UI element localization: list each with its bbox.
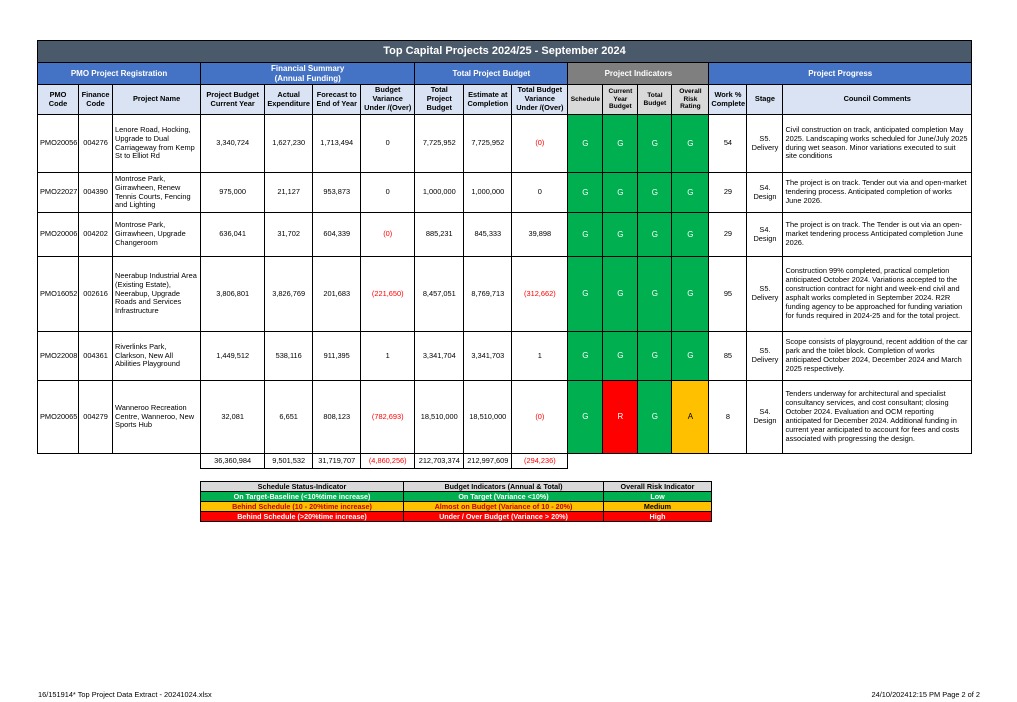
current-year-budget-indicator: G [603, 173, 638, 213]
totals-row [38, 454, 972, 469]
col-header-forecast: Forecast to End of Year [313, 85, 361, 115]
col-header-risk-rating: Overall Risk Rating [672, 85, 709, 115]
forecast: 604,339 [313, 213, 361, 257]
table-row [38, 173, 972, 213]
table-row [38, 257, 972, 332]
total-budget-indicator: G [638, 332, 672, 381]
total-project-budget: 8,457,051 [415, 257, 464, 332]
table-row [38, 332, 972, 381]
current-year-budget-indicator: G [603, 332, 638, 381]
capital-projects-table [37, 40, 972, 469]
risk-rating-indicator: G [672, 115, 709, 173]
council-comment: Tenders underway for architectural and specialist consultancy services, and cost consultant; closing October 2024. Evaluation and OCM reporting anticipated for December 2024. Additional funding in current year anticipated to account for fees and costs associated with progressing the design. [783, 381, 972, 454]
col-header-pmo-code: PMO Code [38, 85, 79, 115]
finance-code: 004202 [79, 213, 113, 257]
stage: S4. Design [747, 381, 783, 454]
stage: S4. Design [747, 213, 783, 257]
finance-code: 004276 [79, 115, 113, 173]
group-registration: PMO Project Registration [38, 63, 201, 85]
budget-current-year: 3,806,801 [201, 257, 265, 332]
schedule-indicator: G [568, 257, 603, 332]
legend-header-risk: Overall Risk Indicator [604, 482, 712, 492]
actual-expenditure: 1,627,230 [265, 115, 313, 173]
legend-risk-low: Low [604, 492, 712, 502]
actual-expenditure: 538,116 [265, 332, 313, 381]
total-budget-variance: (0) [512, 115, 568, 173]
estimate-at-completion: 3,341,703 [464, 332, 512, 381]
legend-schedule-behind-20: Behind Schedule (>20%time increase) [201, 512, 404, 522]
col-header-total-budget: Total Project Budget [415, 85, 464, 115]
estimate-at-completion: 845,333 [464, 213, 512, 257]
project-name: Wanneroo Recreation Centre, Wanneroo, New Sports Hub [113, 381, 201, 454]
estimate-at-completion: 8,769,713 [464, 257, 512, 332]
indicator-legend [200, 481, 712, 522]
estimate-at-completion: 7,725,952 [464, 115, 512, 173]
total-budget-variance: (0) [512, 381, 568, 454]
total-budget-indicator: G [638, 115, 672, 173]
finance-code: 004361 [79, 332, 113, 381]
legend-budget-on-target: On Target (Variance <10%) [404, 492, 604, 502]
stage: S5. Delivery [747, 115, 783, 173]
legend-budget-almost: Almost on Budget (Variance of 10 - 20%) [404, 502, 604, 512]
total-project-budget: 3,341,704 [415, 332, 464, 381]
work-complete: 29 [709, 173, 747, 213]
col-header-council-comments: Council Comments [783, 85, 972, 115]
actual-expenditure: 3,826,769 [265, 257, 313, 332]
report-title: Top Capital Projects 2024/25 - September 2024 [38, 41, 972, 63]
forecast: 1,713,494 [313, 115, 361, 173]
council-comment: The project is on track. Tender out via and open-market tendering process. Anticipated completion of works June 2026. [783, 173, 972, 213]
col-header-budget-current-year: Project Budget Current Year [201, 85, 265, 115]
actual-expenditure: 31,702 [265, 213, 313, 257]
finance-code: 004390 [79, 173, 113, 213]
pmo-code: PMO22008 [38, 332, 79, 381]
pmo-code: PMO20006 [38, 213, 79, 257]
council-comment: Construction 99% completed, practical completion anticipated October 2024. Variations accepted to the construction contract for night and week-end civil and asphalt works completed in September 2024. R2R funding agency to be approached for funding variation for funds required in 2024-25 and for the total project. [783, 257, 972, 332]
group-total-budget: Total Project Budget [415, 63, 568, 85]
col-header-actual-expenditure: Actual Expenditure [265, 85, 313, 115]
budget-variance: 1 [361, 332, 415, 381]
work-complete: 95 [709, 257, 747, 332]
forecast: 808,123 [313, 381, 361, 454]
risk-rating-indicator: G [672, 213, 709, 257]
col-header-current-year-budget: Current Year Budget [603, 85, 638, 115]
budget-variance: (221,650) [361, 257, 415, 332]
total-budget-variance-overall: (294,236) [512, 454, 568, 469]
current-year-budget-indicator: R [603, 381, 638, 454]
work-complete: 8 [709, 381, 747, 454]
schedule-indicator: G [568, 115, 603, 173]
risk-rating-indicator: G [672, 257, 709, 332]
total-forecast: 31,719,707 [313, 454, 361, 469]
actual-expenditure: 21,127 [265, 173, 313, 213]
total-budget-indicator: G [638, 173, 672, 213]
col-header-estimate: Estimate at Completion [464, 85, 512, 115]
finance-code: 004279 [79, 381, 113, 454]
col-header-budget-variance: Budget Variance Under /(Over) [361, 85, 415, 115]
stage: S4. Design [747, 173, 783, 213]
project-name: Lenore Road, Hocking, Upgrade to Dual Carriageway from Kemp St to Elliot Rd [113, 115, 201, 173]
pmo-code: PMO20065 [38, 381, 79, 454]
actual-expenditure: 6,651 [265, 381, 313, 454]
work-complete: 29 [709, 213, 747, 257]
table-row [38, 115, 972, 173]
council-comment: The project is on track. The Tender is out via an open-market tendering process Anticipated completion June 2026. [783, 213, 972, 257]
project-name: Neerabup Industrial Area (Existing Estate), Neerabup, Upgrade Roads and Services Infrastructure [113, 257, 201, 332]
total-project-budget: 1,000,000 [415, 173, 464, 213]
total-budget-indicator: G [638, 213, 672, 257]
group-project-indicators: Project Indicators [568, 63, 709, 85]
group-financial-summary: Financial Summary (Annual Funding) [201, 63, 415, 85]
estimate-at-completion: 18,510,000 [464, 381, 512, 454]
col-header-project-name: Project Name [113, 85, 201, 115]
schedule-indicator: G [568, 381, 603, 454]
legend-schedule-behind-10-20: Behind Schedule (10 - 20%time increase) [201, 502, 404, 512]
total-budget-variance: (4,860,256) [361, 454, 415, 469]
stage: S5. Delivery [747, 257, 783, 332]
current-year-budget-indicator: G [603, 115, 638, 173]
legend-schedule-on-target: On Target-Baseline (<10%time increase) [201, 492, 404, 502]
total-budget-variance: 1 [512, 332, 568, 381]
budget-variance: (782,693) [361, 381, 415, 454]
table-row [38, 381, 972, 454]
schedule-indicator: G [568, 213, 603, 257]
forecast: 911,395 [313, 332, 361, 381]
stage: S5. Delivery [747, 332, 783, 381]
total-budget-variance: 39,898 [512, 213, 568, 257]
project-name: Riverlinks Park, Clarkson, New All Abilities Playground [113, 332, 201, 381]
finance-code: 002616 [79, 257, 113, 332]
total-estimate: 212,997,609 [464, 454, 512, 469]
legend-header-schedule: Schedule Status-Indicator [201, 482, 404, 492]
col-header-total-variance: Total Budget Variance Under /(Over) [512, 85, 568, 115]
project-name: Montrose Park, Girrawheen, Upgrade Changeroom [113, 213, 201, 257]
schedule-indicator: G [568, 173, 603, 213]
legend-budget-over: Under / Over Budget (Variance > 20%) [404, 512, 604, 522]
risk-rating-indicator: G [672, 173, 709, 213]
budget-current-year: 32,081 [201, 381, 265, 454]
total-project-budget: 885,231 [415, 213, 464, 257]
total-project-budget: 7,725,952 [415, 115, 464, 173]
total-budget-current-year: 36,360,984 [201, 454, 265, 469]
risk-rating-indicator: A [672, 381, 709, 454]
estimate-at-completion: 1,000,000 [464, 173, 512, 213]
legend-header-budget: Budget Indicators (Annual & Total) [404, 482, 604, 492]
table-row [38, 213, 972, 257]
total-budget-indicator: G [638, 257, 672, 332]
budget-current-year: 636,041 [201, 213, 265, 257]
budget-variance: (0) [361, 213, 415, 257]
forecast: 953,873 [313, 173, 361, 213]
council-comment: Civil construction on track, anticipated completion May 2025. Landscaping works scheduled for June/July 2025 during wet season. Minor variations executed to suit site conditions [783, 115, 972, 173]
council-comment: Scope consists of playground, recent addition of the car park and the toilet block. Completion of works anticipated October 2024, December 2024 and March 2025 respectively. [783, 332, 972, 381]
col-header-work-complete: Work % Complete [709, 85, 747, 115]
total-budget-variance: 0 [512, 173, 568, 213]
total-budget-variance: (312,662) [512, 257, 568, 332]
current-year-budget-indicator: G [603, 213, 638, 257]
work-complete: 85 [709, 332, 747, 381]
col-header-finance-code: Finance Code [79, 85, 113, 115]
pmo-code: PMO22027 [38, 173, 79, 213]
pmo-code: PMO20056 [38, 115, 79, 173]
total-project-budget: 212,703,374 [415, 454, 464, 469]
total-budget-indicator: G [638, 381, 672, 454]
budget-current-year: 3,340,724 [201, 115, 265, 173]
risk-rating-indicator: G [672, 332, 709, 381]
total-project-budget: 18,510,000 [415, 381, 464, 454]
schedule-indicator: G [568, 332, 603, 381]
budget-current-year: 975,000 [201, 173, 265, 213]
budget-variance: 0 [361, 115, 415, 173]
current-year-budget-indicator: G [603, 257, 638, 332]
total-actual-expenditure: 9,501,532 [265, 454, 313, 469]
forecast: 201,683 [313, 257, 361, 332]
legend-risk-medium: Medium [604, 502, 712, 512]
pmo-code: PMO16052 [38, 257, 79, 332]
col-header-stage: Stage [747, 85, 783, 115]
group-project-progress: Project Progress [709, 63, 972, 85]
footer-file-reference: 16/151914* Top Project Data Extract - 20241024.xlsx [38, 690, 212, 699]
budget-current-year: 1,449,512 [201, 332, 265, 381]
footer-date-page: 24/10/202412:15 PM Page 2 of 2 [871, 690, 980, 699]
legend-risk-high: High [604, 512, 712, 522]
project-name: Montrose Park, Girrawheen, Renew Tennis Courts, Fencing and Lighting [113, 173, 201, 213]
work-complete: 54 [709, 115, 747, 173]
col-header-total-budget-indicator: Total Budget [638, 85, 672, 115]
budget-variance: 0 [361, 173, 415, 213]
col-header-schedule: Schedule [568, 85, 603, 115]
